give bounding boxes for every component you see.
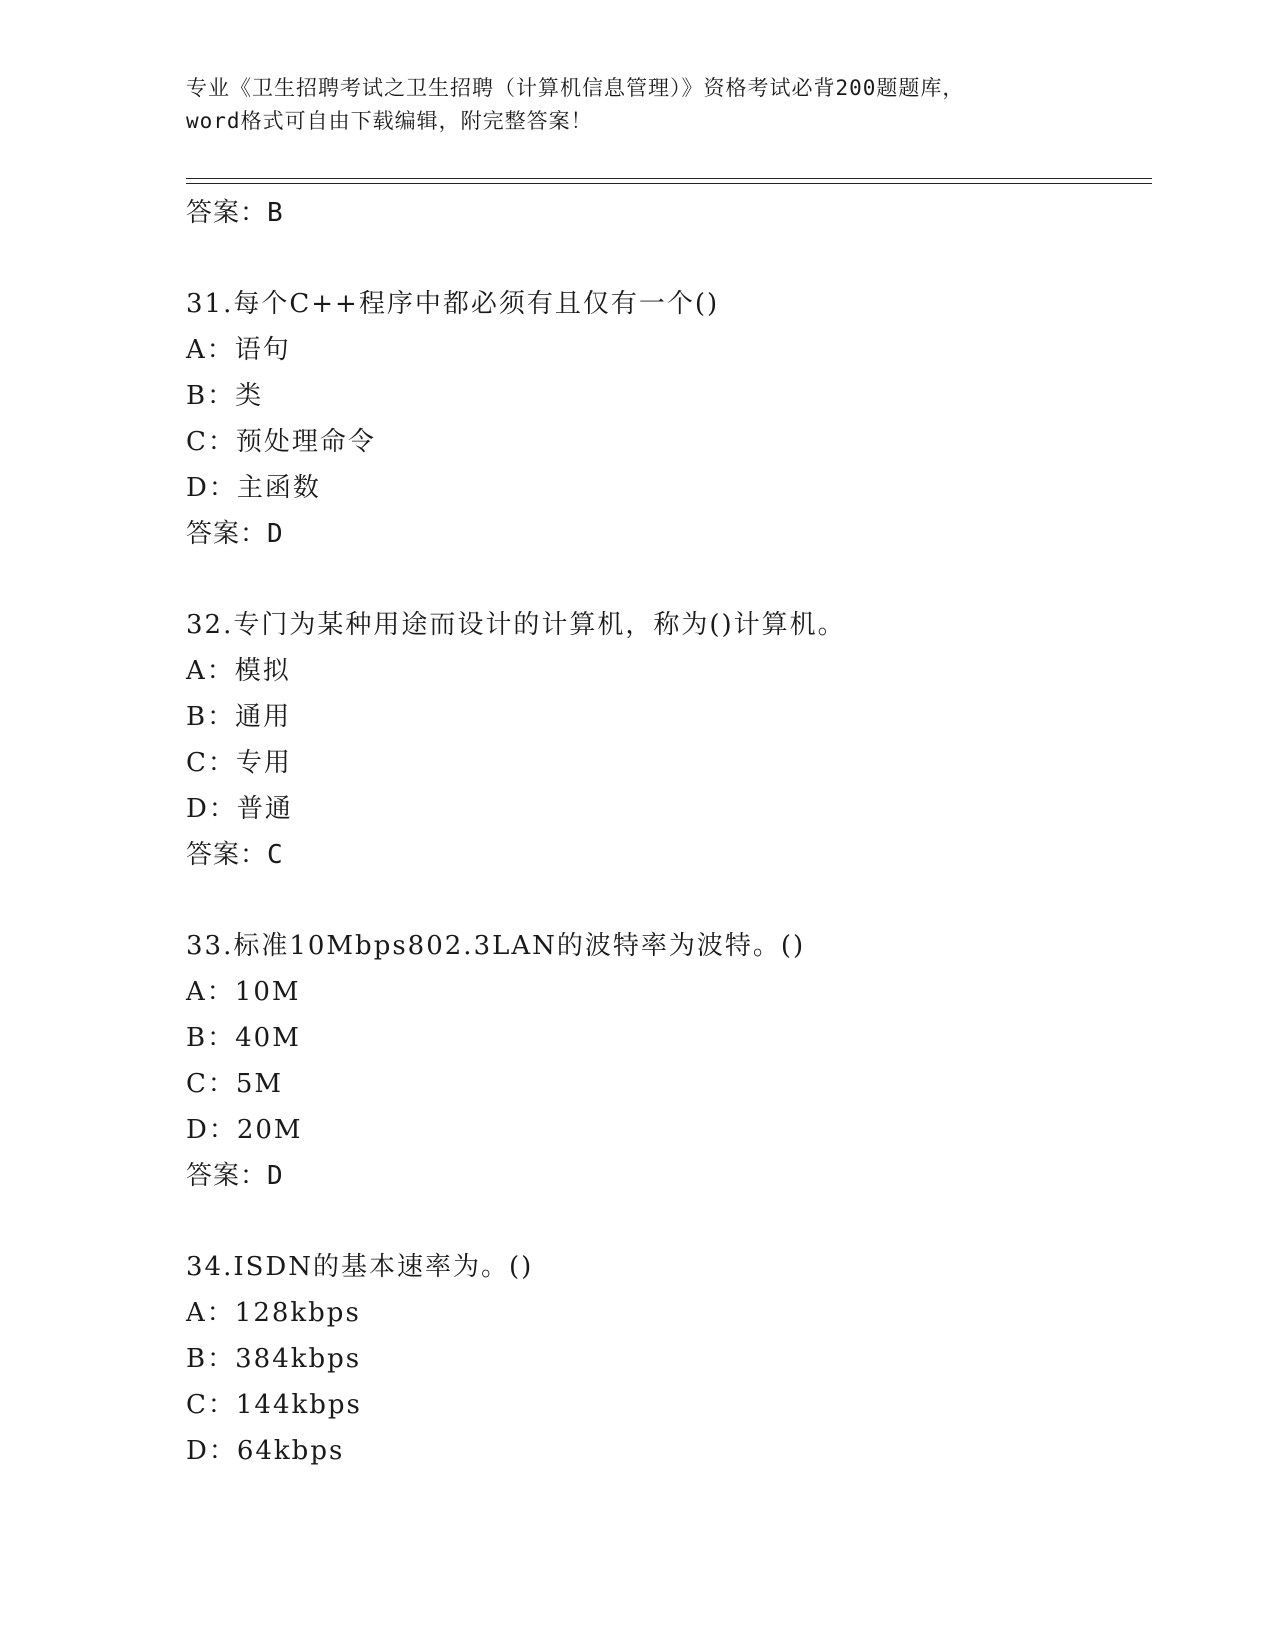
answer: 答案：D (186, 519, 284, 549)
question-32 (186, 602, 1152, 878)
header-rule-top (186, 178, 1152, 179)
question-text: 31.每个C++程序中都必须有且仅有一个() (186, 289, 720, 319)
header-rule-bottom (186, 183, 1152, 184)
question-text: 33.标准10Mbps802.3LAN的波特率为波特。() (186, 931, 806, 961)
option-c: C：专用 (186, 748, 292, 778)
option-c: C：144kbps (186, 1390, 362, 1420)
header-line-2: word格式可自由下载编辑，附完整答案！ (186, 109, 593, 133)
option-b: B：384kbps (186, 1344, 362, 1374)
question-31 (186, 281, 1152, 557)
option-d: D：普通 (186, 794, 293, 824)
option-c: C：5M (186, 1069, 284, 1099)
option-c: C：预处理命令 (186, 427, 376, 457)
header-line-1: 专业《卫生招聘考试之卫生招聘（计算机信息管理）》资格考试必背200题题库， (186, 76, 965, 100)
option-b: B：40M (186, 1023, 301, 1053)
option-b: B：类 (186, 381, 264, 411)
answer: 答案：D (186, 1161, 284, 1191)
option-b: B：通用 (186, 702, 292, 732)
question-33 (186, 923, 1152, 1199)
question-text: 34.ISDN的基本速率为。() (186, 1252, 534, 1282)
option-d: D：64kbps (186, 1436, 345, 1466)
answer: 答案：C (186, 840, 284, 870)
previous-answer: 答案：B (186, 198, 284, 228)
option-a: A：模拟 (186, 656, 291, 686)
question-list (186, 190, 1152, 1474)
document-header (186, 72, 1086, 138)
question-34 (186, 1244, 1152, 1474)
option-a: A：128kbps (186, 1298, 361, 1328)
option-a: A：语句 (186, 335, 291, 365)
option-d: D：20M (186, 1115, 303, 1145)
option-d: D：主函数 (186, 473, 321, 503)
option-a: A：10M (186, 977, 301, 1007)
question-text: 32.专门为某种用途而设计的计算机，称为()计算机。 (186, 610, 846, 640)
